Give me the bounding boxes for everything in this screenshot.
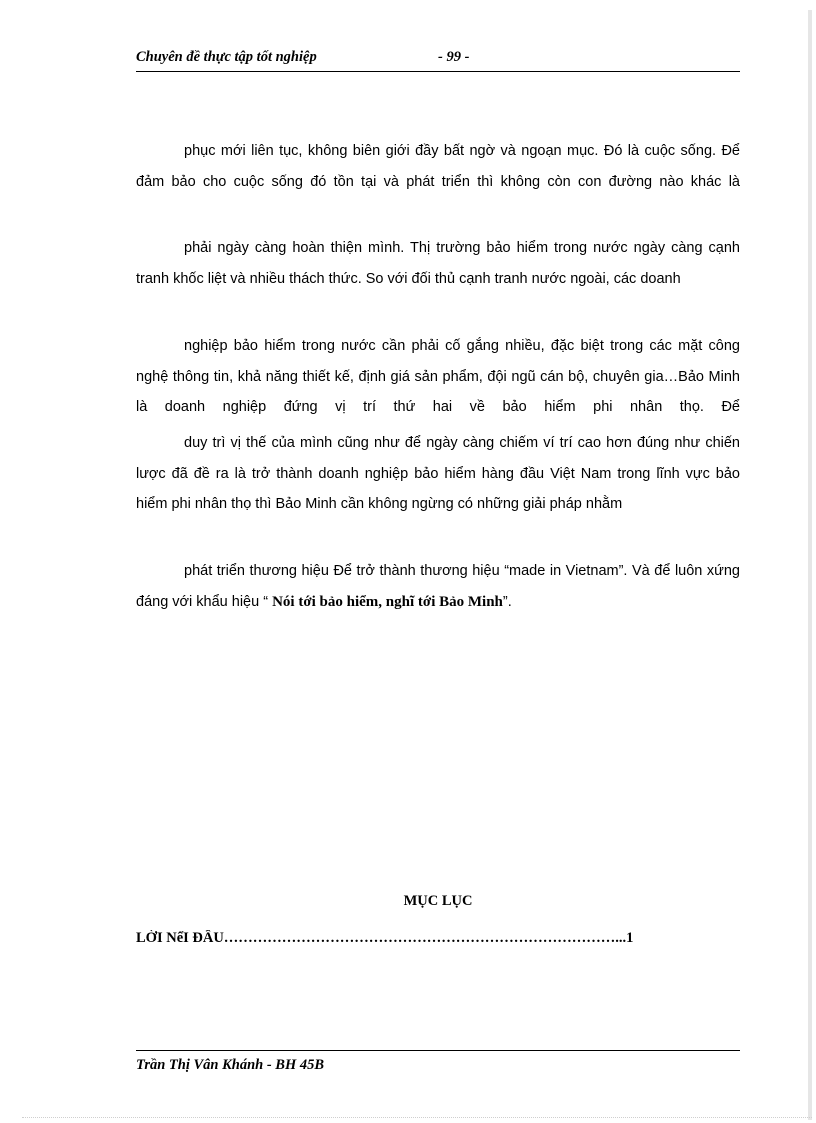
body-paragraph-4 <box>136 428 740 520</box>
body-paragraph-3 <box>136 331 740 423</box>
paragraph-text: phải ngày càng hoàn thiện mình. Thị trường bảo hiểm trong nước ngày càng cạnh tranh khốc liệt và nhiều thách thức. So với đối thủ cạnh tranh nước ngoài, các doanh <box>136 240 740 287</box>
toc-title: MỤC LỤC <box>403 893 473 909</box>
body-paragraph-1 <box>136 136 740 197</box>
body-paragraph-5 <box>136 556 740 617</box>
page-footer <box>136 1050 740 1074</box>
page-bottom-edge <box>22 1117 812 1121</box>
footer-author: Trần Thị Vân Khánh - BH 45B <box>136 1057 325 1073</box>
paragraph-text: duy trì vị thế của mình cũng như để ngày càng chiếm ví trí cao hơn đúng như chiến lược đã đề ra là trở thành doanh nghiệp bảo hiểm hàng đầu Việt Nam trong lĩnh vực bảo hiểm phi nhân thọ thì Bảo Minh cần không ngừng có những giải pháp nhằm <box>136 435 740 512</box>
paragraph-text: phục mới liên tục, không biên giới đầy bất ngờ và ngoạn mục. Đó là cuộc sống. Để đảm bảo cho cuộc sống đó tồn tại và phát triển thì không còn con đường nào khác là <box>136 143 740 190</box>
slogan-text: Nói tới bảo hiểm, nghĩ tới Bảo Minh <box>272 593 503 610</box>
paragraph-text-end: ”. <box>502 593 512 610</box>
page-header <box>136 49 740 72</box>
page-edge-shadow <box>808 10 812 1120</box>
header-page-number: - 99 - <box>438 49 470 65</box>
paragraph-text: nghiệp bảo hiểm trong nước cần phải cố gắng nhiều, đặc biệt trong các mặt công nghệ thông tin, khả năng thiết kế, định giá sản phẩm, đội ngũ cán bộ, chuyên gia…Bảo Minh là doanh nghiệp đứng vị trí thứ hai về bảo hiểm phi nhân thọ. Để <box>136 338 740 415</box>
body-paragraph-2 <box>136 233 740 294</box>
header-title: Chuyên đề thực tập tốt nghiệp <box>136 49 317 65</box>
paragraph-text-start: phát triển thương hiệu Để trở thành thương hiệu “made in Vietnam”. Và để luôn xứng đáng với khẩu hiệu “ <box>136 563 740 610</box>
toc-entry: LỜI NểI ĐẦU………………………………………………………………………...1 <box>136 930 634 946</box>
paragraph-text <box>136 556 740 617</box>
